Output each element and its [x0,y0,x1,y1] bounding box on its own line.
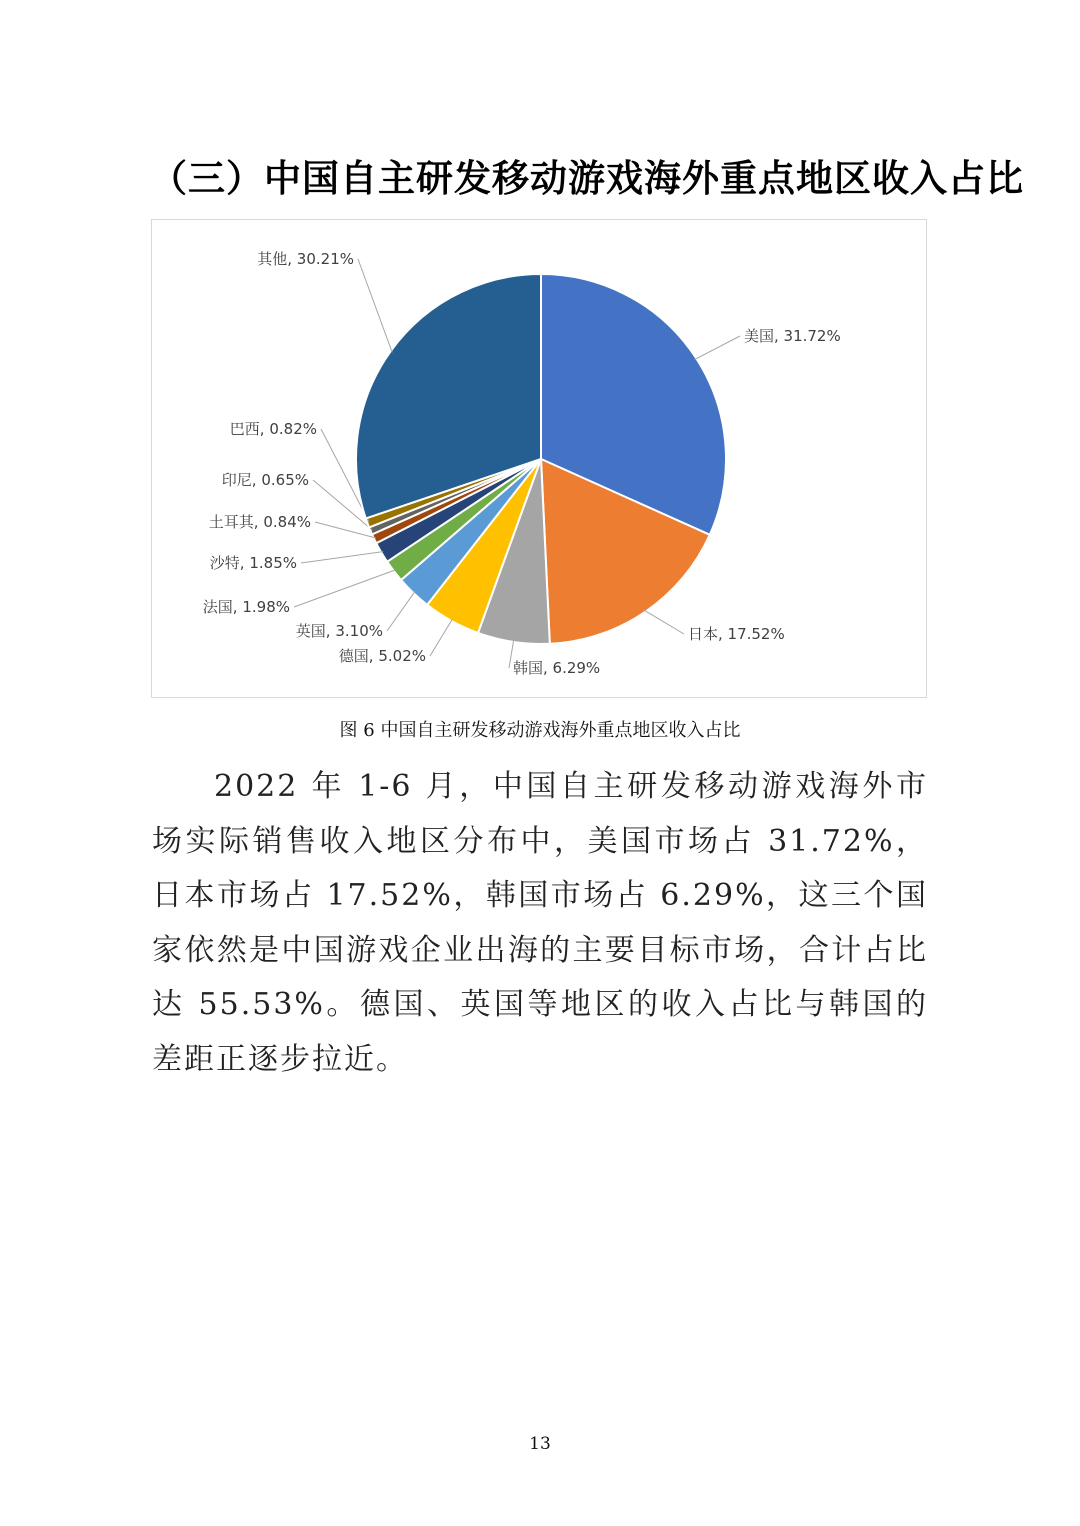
leader-line-4 [387,592,415,631]
slice-label-6: 沙特, 1.85% [209,554,297,572]
slice-label-8: 印尼, 0.65% [221,471,309,489]
figure-caption: 图 6 中国自主研发移动游戏海外重点地区收入占比 [339,720,741,741]
leader-line-5 [294,570,395,607]
slice-label-4: 英国, 3.10% [295,622,383,640]
section-title: （三）中国自主研发移动游戏海外重点地区收入占比 [150,157,1024,200]
pie-chart-svg [152,220,928,699]
slice-label-10: 其他, 30.21% [257,250,354,268]
slice-label-3: 德国, 5.02% [338,647,426,665]
page-number: 13 [529,1434,551,1454]
leader-line-10 [358,259,392,352]
slice-label-7: 土耳其, 0.84% [208,513,311,531]
slice-label-2: 韩国, 6.29% [513,659,601,677]
leader-line-6 [301,552,383,563]
body-paragraph [152,760,928,1087]
pie-chart [151,219,927,698]
slice-label-9: 巴西, 0.82% [229,420,317,438]
slice-label-0: 美国, 31.72% [744,327,841,345]
leader-line-1 [644,610,684,634]
slice-label-5: 法国, 1.98% [202,598,290,616]
leader-line-3 [430,619,452,656]
slice-label-1: 日本, 17.52% [688,625,785,643]
leader-line-0 [695,336,740,360]
paragraph-text: 2022 年 1-6 月，中国自主研发移动游戏海外市场实际销售收入地区分布中，美国市场占 31.72%，日本市场占 17.52%，韩国市场占 6.29%，这三个国家依然是中国游戏企业出海的主要目标市场，合计占比达 55.53%。德国、英国等地区的收入占比与韩国的差距正逐步拉近。 [152,769,928,1077]
leader-line-7 [315,522,376,538]
